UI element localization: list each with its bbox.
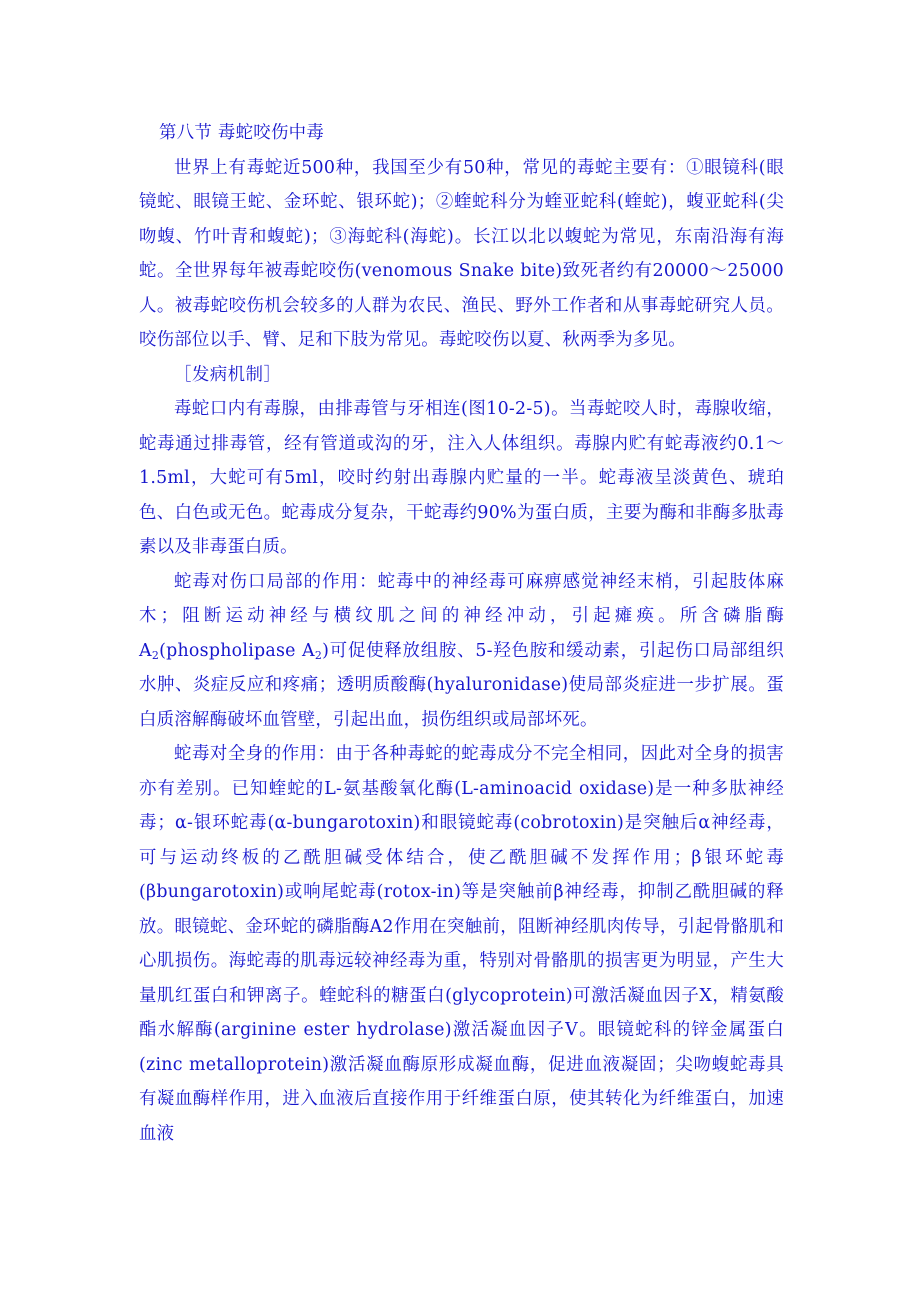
- section-title: 第八节 毒蛇咬伤中毒: [159, 123, 325, 143]
- subheading-pathogenesis: ［发病机制］: [174, 364, 282, 385]
- paragraph-intro: 世界上有毒蛇近500种，我国至少有50种，常见的毒蛇主要有：①眼镜科(眼镜蛇、眼镜王蛇、金环蛇、银环蛇)；②蝰蛇科分为蝰亚蛇科(蝰蛇)，蝮亚蛇科(尖吻蝮、竹叶青和蝮蛇)；③海蛇科(海蛇)。长江以北以蝮蛇为常见，东南沿海有海蛇。全世界每年被毒蛇咬伤(venomous Snake bite)致死者约有20000～25000人。被毒蛇咬伤机会较多的人群为农民、渔民、野外工作者和从事毒蛇研究人员。咬伤部位以手、臂、足和下肢为常见。毒蛇咬伤以夏、秋两季为多见。: [139, 157, 784, 350]
- subscript-2: 2: [151, 648, 160, 662]
- paragraph-mechanism: 毒蛇口内有毒腺，由排毒管与牙相连(图10-2-5)。当毒蛇咬人时，毒腺收缩，蛇毒通过排毒管，经有管道或沟的牙，注入人体组织。毒腺内贮有蛇毒液约0.1～1.5ml，大蛇可有5ml，咬时约射出毒腺内贮量的一半。蛇毒液呈淡黄色、琥珀色、白色或无色。蛇毒成分复杂，干蛇毒约90%为蛋白质，主要为酶和非酶多肽毒素以及非毒蛋白质。: [139, 399, 784, 557]
- subscript-2b: 2: [314, 648, 323, 662]
- local-effects-text-3: )可促使释放组胺、5-羟色胺和缓动素，引起伤口局部组织水肿、炎症反应和疼痛；透明质酸酶(hyaluronidase)使局部炎症进一步扩展。蛋白质溶解酶破坏血管壁，引起出血，损伤组织或局部坏死。: [139, 640, 784, 730]
- local-effects-text-1: 蛇毒对伤口局部的作用：蛇毒中的神经毒可麻痹感觉神经末梢，引起肢体麻木；阻断运动神经与横纹肌之间的神经冲动，引起瘫痪。所含磷脂酶A: [139, 571, 784, 661]
- paragraph-systemic-effects: 蛇毒对全身的作用：由于各种毒蛇的蛇毒成分不完全相同，因此对全身的损害亦有差别。已知蝰蛇的L-氨基酸氧化酶(L-aminoacid oxidase)是一种多肽神经毒；α-银环蛇毒(α-bungarotoxin)和眼镜蛇毒(cobrotoxin)是突触后α神经毒，可与运动终板的乙酰胆碱受体结合，使乙酰胆碱不发挥作用；β银环蛇毒(βbungarotoxin)或响尾蛇毒(rotox-in)等是突触前β神经毒，抑制乙酰胆碱的释放。眼镜蛇、金环蛇的磷脂酶A2作用在突触前，阻断神经肌肉传导，引起骨骼肌和心肌损伤。海蛇毒的肌毒远较神经毒为重，特别对骨骼肌的损害更为明显，产生大量肌红蛋白和钾离子。蝰蛇科的糖蛋白(glycoprotein)可激活凝血因子Ⅹ，精氨酸酯水解酶(arginine ester hydrolase)激活凝血因子Ⅴ。眼镜蛇科的锌金属蛋白(zinc metalloprotein)激活凝血酶原形成凝血酶，促进血液凝固；尖吻蝮蛇毒具有凝血酶样作用，进入血液后直接作用于纤维蛋白原，使其转化为纤维蛋白，加速血液: [139, 744, 784, 1144]
- document-page: [139, 116, 784, 1151]
- paragraph-local-effects: [139, 565, 784, 738]
- local-effects-text-2: (phospholipase A: [159, 640, 315, 661]
